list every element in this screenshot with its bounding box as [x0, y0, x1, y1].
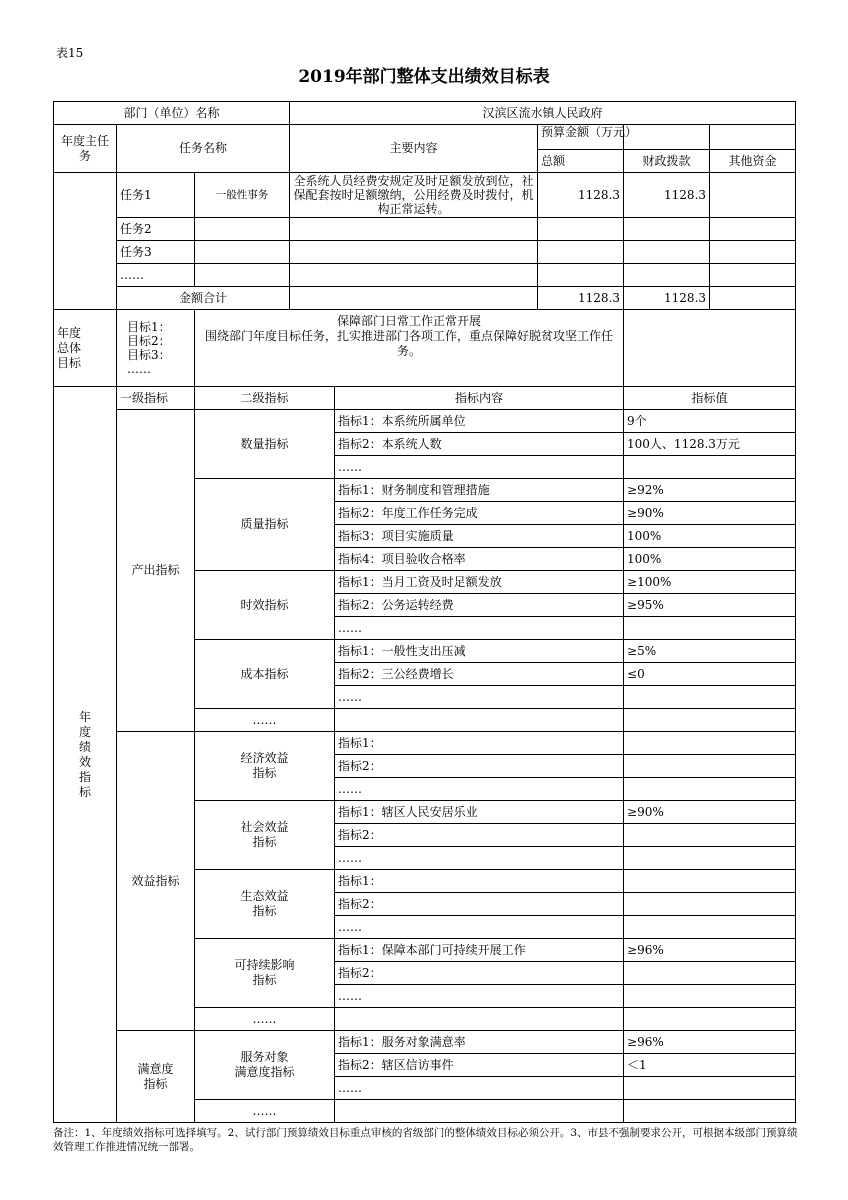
task-total	[538, 264, 624, 287]
col-indicator-content: 指标内容	[335, 387, 624, 410]
col-level2-indicator: 二级指标	[195, 387, 335, 410]
indicator-value	[624, 456, 796, 479]
cost-indicator-label: 成本指标	[195, 640, 335, 709]
indicator-value	[624, 870, 796, 893]
indicator-content: 指标2：年度工作任务完成	[335, 502, 624, 525]
indicator-content: 指标1：本系统所属单位	[335, 410, 624, 433]
col-main-task: 年度主任务	[54, 125, 117, 173]
annual-goal-content: 保障部门日常工作正常开展 围绕部门年度目标任务，扎实推进部门各项工作，重点保障好脱贫攻坚工作任务。	[195, 310, 624, 387]
indicator-content: ……	[335, 847, 624, 870]
sum-total: 1128.3	[538, 287, 624, 310]
indicator-value	[624, 824, 796, 847]
indicator-value	[624, 1100, 796, 1123]
dept-name-value: 汉滨区流水镇人民政府	[290, 102, 796, 125]
annual-goal-blank	[624, 310, 796, 387]
task-total	[538, 241, 624, 264]
indicator-value	[624, 1008, 796, 1031]
task-content: 全系统人员经费安规定及时足额发放到位，社保配套按时足额缴纳，公用经费及时拨付，机构正常运转。	[290, 173, 538, 218]
quantity-indicator-label: 数量指标	[195, 410, 335, 479]
satisfaction-more: ……	[195, 1100, 335, 1123]
indicator-value: ≥100%	[624, 571, 796, 594]
indicator-content: 指标1：	[335, 870, 624, 893]
indicator-content: ……	[335, 456, 624, 479]
task-name: 一般性事务	[195, 173, 290, 218]
task-label: 任务2	[117, 218, 195, 241]
indicator-value: ≥96%	[624, 939, 796, 962]
indicator-content: 指标2：三公经费增长	[335, 663, 624, 686]
indicator-content: 指标3：项目实施质量	[335, 525, 624, 548]
col-task-name: 任务名称	[117, 125, 290, 173]
dept-name-label: 部门（单位）名称	[54, 102, 290, 125]
col-indicator-value: 指标值	[624, 387, 796, 410]
timeliness-indicator-label: 时效指标	[195, 571, 335, 640]
indicator-content: 指标2：	[335, 893, 624, 916]
indicator-content: 指标2：	[335, 962, 624, 985]
sustainable-impact-label: 可持续影响 指标	[195, 939, 335, 1008]
service-satisfaction-label: 服务对象 满意度指标	[195, 1031, 335, 1100]
page-title: 2019年部门整体支出绩效目标表	[298, 67, 550, 87]
annual-indicators-label: 年 度 绩 效 指 标	[54, 387, 117, 1123]
sum-label: 金额合计	[117, 287, 290, 310]
col-level1-indicator: 一级指标	[117, 387, 195, 410]
sum-other	[710, 287, 796, 310]
indicator-content: ……	[335, 985, 624, 1008]
footnote: 备注：1、年度绩效指标可选择填写。2、试行部门预算绩效目标重点审核的省级部门的整体绩效目标必须公开。3、市县不强制要求公开，可根据本级部门预算绩效管理工作推进情况统一部署。	[53, 1127, 798, 1153]
indicator-value: 9个	[624, 410, 796, 433]
indicator-value	[624, 1077, 796, 1100]
task-fiscal	[624, 218, 710, 241]
indicator-value: 100%	[624, 525, 796, 548]
indicator-value: ≥90%	[624, 801, 796, 824]
indicator-value	[624, 916, 796, 939]
col-fiscal: 财政拨款	[624, 150, 710, 173]
indicator-content: ……	[335, 1077, 624, 1100]
indicator-value: ≥95%	[624, 594, 796, 617]
indicator-value: ≤0	[624, 663, 796, 686]
indicator-content: ……	[335, 778, 624, 801]
ecological-benefit-label: 生态效益 指标	[195, 870, 335, 939]
indicator-value: ≥92%	[624, 479, 796, 502]
annual-goal-label: 年度 总体 目标	[54, 310, 117, 387]
indicator-value	[624, 617, 796, 640]
task-label: 任务1	[117, 173, 195, 218]
indicator-value	[624, 847, 796, 870]
indicator-content: 指标2：	[335, 755, 624, 778]
benefit-indicators-label: 效益指标	[117, 732, 195, 1031]
output-indicators-label: 产出指标	[117, 410, 195, 732]
indicator-value: ≥90%	[624, 502, 796, 525]
task-fiscal: 1128.3	[624, 173, 710, 218]
indicator-content	[335, 1008, 624, 1031]
output-more: ……	[195, 709, 335, 732]
indicator-content: 指标1：财务制度和管理措施	[335, 479, 624, 502]
indicator-value: ≥5%	[624, 640, 796, 663]
benefit-more: ……	[195, 1008, 335, 1031]
task-name	[195, 218, 290, 241]
indicator-content: 指标1：辖区人民安居乐业	[335, 801, 624, 824]
sum-fiscal: 1128.3	[624, 287, 710, 310]
indicator-value: 100人、1128.3万元	[624, 433, 796, 456]
task-other	[710, 173, 796, 218]
task-name	[195, 264, 290, 287]
indicator-content: 指标4：项目验收合格率	[335, 548, 624, 571]
indicator-content: ……	[335, 686, 624, 709]
indicator-value	[624, 755, 796, 778]
indicator-content: 指标1：	[335, 732, 624, 755]
indicator-value	[624, 709, 796, 732]
indicator-content: 指标2：公务运转经费	[335, 594, 624, 617]
indicator-content	[335, 1100, 624, 1123]
indicator-content: 指标1：保障本部门可持续开展工作	[335, 939, 624, 962]
indicator-value	[624, 962, 796, 985]
col-main-content: 主要内容	[290, 125, 538, 173]
task-content	[290, 264, 538, 287]
indicator-content: 指标2：	[335, 824, 624, 847]
task-name	[195, 241, 290, 264]
table-number-label: 表15	[56, 46, 84, 60]
satisfaction-indicators-label: 满意度 指标	[117, 1031, 195, 1123]
indicator-value	[624, 732, 796, 755]
indicator-content: 指标1：服务对象满意率	[335, 1031, 624, 1054]
indicator-value	[624, 985, 796, 1008]
task-label: 任务3	[117, 241, 195, 264]
task-other	[710, 264, 796, 287]
indicator-content	[335, 709, 624, 732]
task-fiscal	[624, 241, 710, 264]
sum-content-blank	[290, 287, 538, 310]
indicator-content: 指标1：当月工资及时足额发放	[335, 571, 624, 594]
col-total: 总额	[538, 150, 624, 173]
indicator-content: 指标2：本系统人数	[335, 433, 624, 456]
indicator-value	[624, 778, 796, 801]
task-other	[710, 218, 796, 241]
economic-benefit-label: 经济效益 指标	[195, 732, 335, 801]
indicator-value	[624, 893, 796, 916]
indicator-value: ≥96%	[624, 1031, 796, 1054]
quality-indicator-label: 质量指标	[195, 479, 335, 571]
indicator-content: ……	[335, 617, 624, 640]
task-other	[710, 241, 796, 264]
annual-goal-targets: 目标1： 目标2： 目标3： ……	[117, 310, 195, 387]
indicator-content: 指标1：一般性支出压减	[335, 640, 624, 663]
task-content	[290, 241, 538, 264]
col-other-funds: 其他资金	[710, 150, 796, 173]
performance-target-table	[53, 101, 796, 1123]
social-benefit-label: 社会效益 指标	[195, 801, 335, 870]
task-content	[290, 218, 538, 241]
indicator-value: ＜1	[624, 1054, 796, 1077]
task-label: ……	[117, 264, 195, 287]
task-total: 1128.3	[538, 173, 624, 218]
indicator-value	[624, 686, 796, 709]
task-group-blank	[54, 173, 117, 310]
indicator-content: 指标2：辖区信访事件	[335, 1054, 624, 1077]
col-budget: 预算金额（万元）	[538, 125, 624, 150]
indicator-content: ……	[335, 916, 624, 939]
task-fiscal	[624, 264, 710, 287]
indicator-value: 100%	[624, 548, 796, 571]
task-total	[538, 218, 624, 241]
